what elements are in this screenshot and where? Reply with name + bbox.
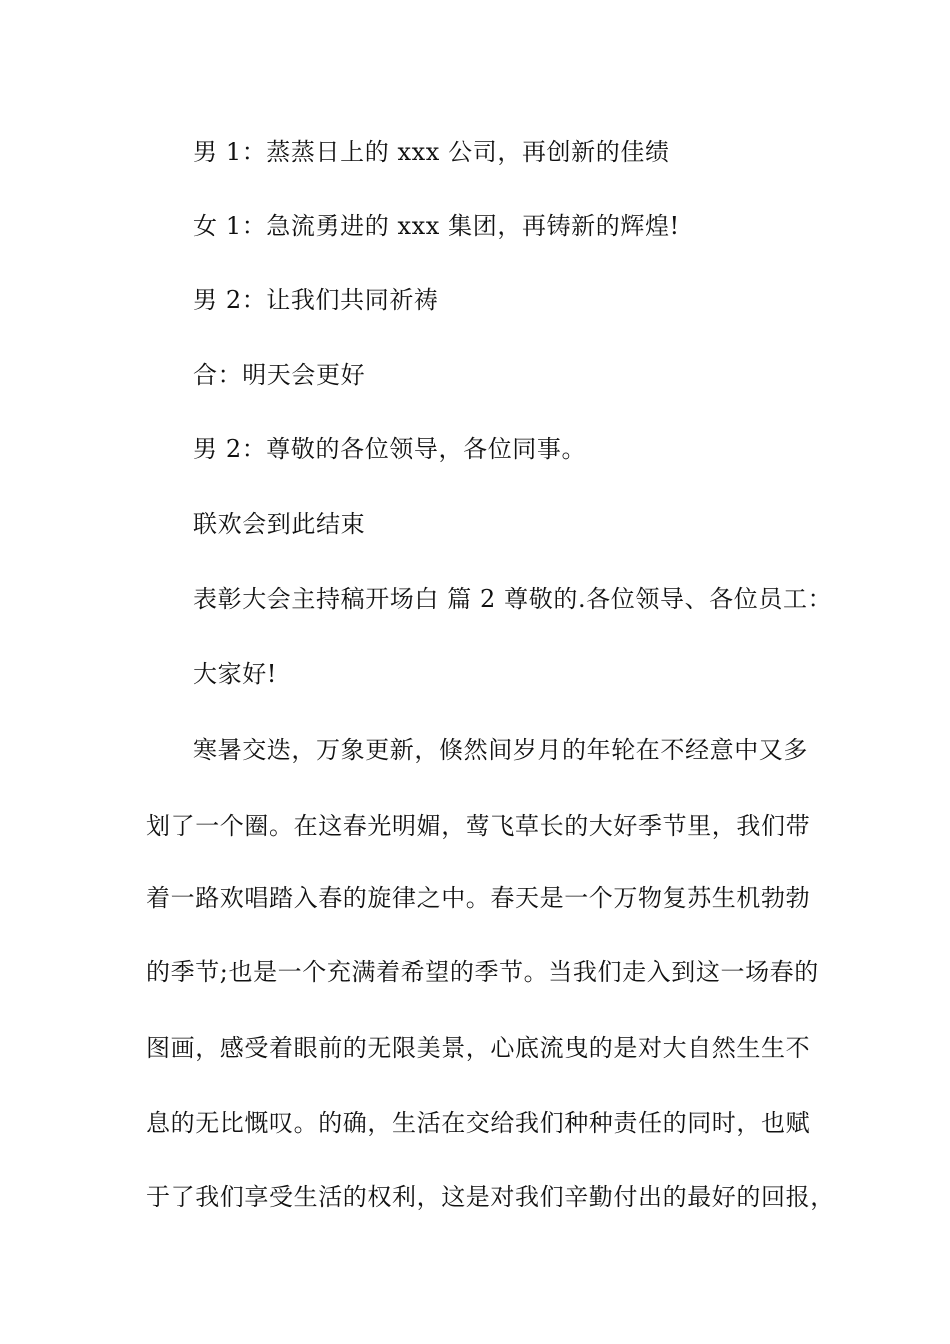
dialogue-line-closing: 联欢会到此结束 [193, 510, 366, 538]
paragraph-line: 息的无比慨叹。的确，生活在交给我们种种责任的同时，也赋 [146, 1109, 811, 1137]
dialogue-line-male2-greeting: 男 2：尊敬的各位领导，各位同事。 [193, 435, 587, 463]
dialogue-line-female1: 女 1：急流勇进的 xxx 集团，再铸新的辉煌! [193, 212, 680, 240]
paragraph-line: 于了我们享受生活的权利，这是对我们辛勤付出的最好的回报， [146, 1183, 835, 1211]
paragraph-line: 划了一个圈。在这春光明媚，莺飞草长的大好季节里，我们带 [146, 812, 811, 840]
dialogue-line-together: 合：明天会更好 [193, 361, 366, 389]
paragraph-line: 图画，感受着眼前的无限美景，心底流曳的是对大自然生生不 [146, 1034, 811, 1062]
greeting-line: 大家好! [193, 660, 278, 688]
paragraph-line: 的季节;也是一个充满着希望的季节。当我们走入到这一场春的 [146, 958, 819, 986]
paragraph-line: 着一路欢唱踏入春的旋律之中。春天是一个万物复苏生机勃勃 [146, 884, 811, 912]
paragraph-line: 寒暑交迭，万象更新，倏然间岁月的年轮在不经意中又多 [193, 736, 808, 764]
section-heading-line: 表彰大会主持稿开场白 篇 2 尊敬的.各位领导、各位员工： [193, 585, 833, 613]
dialogue-line-male1: 男 1：蒸蒸日上的 xxx 公司，再创新的佳绩 [193, 138, 670, 166]
dialogue-line-male2-pray: 男 2：让我们共同祈祷 [193, 286, 439, 314]
